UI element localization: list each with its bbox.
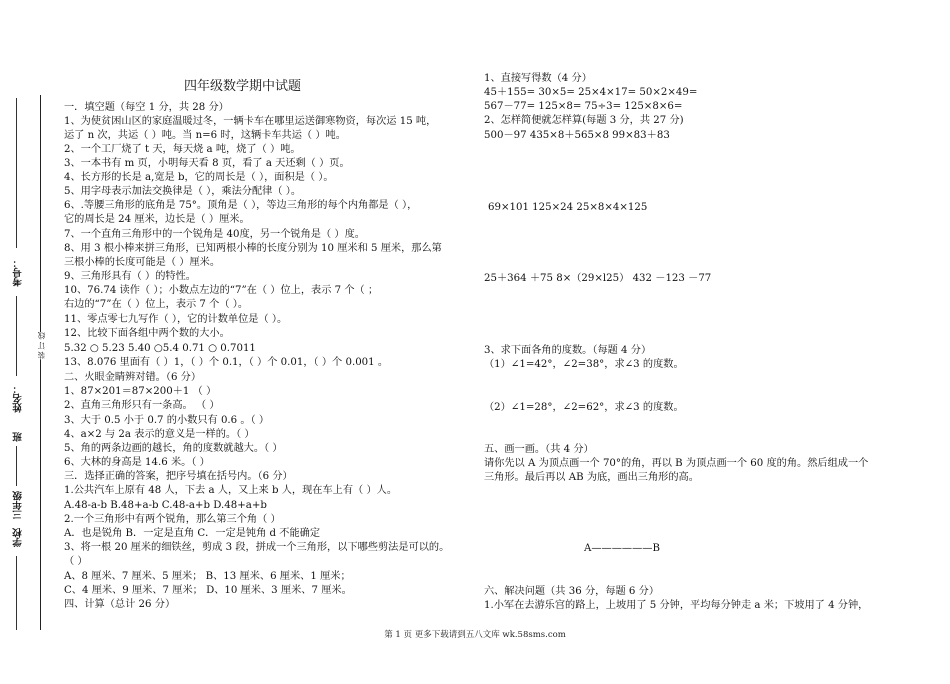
- grade-label: 三年级: [13, 491, 24, 520]
- right-line-7: 3、求下面各角的度数。（每题 4 分）: [484, 345, 652, 356]
- left-line-32: （ ）: [64, 556, 88, 567]
- left-line-13: 10、76.74 读作（ ）；小数点左边的“7”在（ ）位上，表示 7 个（ ；: [64, 285, 379, 296]
- left-line-24: 5、角的两条边画的越长，角的度数就越大。（ ）: [64, 443, 283, 454]
- exam-number-blank: [16, 98, 17, 248]
- right-line-8: （1）∠1=42°，∠2=38°，求∠3 的度数。: [484, 359, 684, 370]
- left-line-6: 5、用字母表示加法交换律是（ ），乘法分配律（ ）。: [64, 186, 302, 197]
- class-blank: [16, 446, 17, 486]
- left-line-15: 11、零点零七九写作（ ），它的计数单位是（ ）。: [64, 314, 288, 325]
- right-line-3: 2、怎样简便就怎样算(每题 3 分，共 27 分): [484, 115, 684, 126]
- left-line-3: 2、一个工厂烧了 t 天，每天烧 a 吨，烧了（ ）吨。: [64, 144, 301, 155]
- right-line-9: （2）∠1=28°，∠2=62°，求∠3 的度数。: [484, 402, 684, 413]
- left-line-35: 四、计算（总计 26 分）: [64, 599, 176, 610]
- left-line-28: A.48-a-b B.48+a-b C.48-a+b D.48+a+b: [64, 500, 267, 511]
- exam-number-label: 考号：: [13, 258, 24, 287]
- left-line-33: A、8 厘米、7 厘米、5 厘米； B、13 厘米、6 厘米、1 厘米；: [64, 571, 351, 582]
- left-line-0: 一．填空题（每空 1 分，共 28 分）: [64, 102, 229, 113]
- left-line-25: 6、大林的身高是 14.6 米。（ ）: [64, 457, 210, 468]
- right-line-12: 三角形。最后再以 AB 为底，画出三角形的高。: [484, 472, 699, 483]
- school-label: 学校: [13, 528, 24, 547]
- left-line-16: 12、比较下面各组中两个数的大小。: [64, 328, 230, 339]
- left-line-19: 二、火眼金睛辨对错。（6 分）: [64, 372, 202, 383]
- left-line-4: 3、一本书有 m 页，小明每天看 8 页，看了 a 天还剩（ ）页。: [64, 158, 350, 169]
- page-title: 四年级数学期中试题: [184, 79, 302, 94]
- left-line-29: 2.一个三角形中有两个锐角，那么第三个角（ ）: [64, 514, 281, 525]
- margin-rule: [40, 95, 41, 630]
- left-line-11: 三根小棒的长度可能是（ ）厘米。: [64, 257, 221, 268]
- right-line-1: 45＋155= 30×5= 25×4×17= 50×2×49=: [484, 87, 698, 98]
- left-line-23: 4、a×2 与 2a 表示的意义是一样的。（ ）: [64, 429, 255, 440]
- left-line-27: 1.公共汽车上原有 48 人，下去 a 人，又上来 b 人，现在车上有（ ）人。: [64, 485, 398, 496]
- left-line-1: 1、为使贫困山区的家庭温暖过冬，一辆卡车在哪里运送御寒物资，每次运 15 吨，: [64, 116, 437, 127]
- left-line-20: 1、87×201＝87×200＋1 （ ）: [64, 386, 217, 397]
- left-line-34: C、4 厘米、9 厘米、7 厘米； D、10 厘米、3 厘米、7 厘米。: [64, 585, 352, 596]
- right-line-11: 请你先以 A 为顶点画一个 70°的角，再以 B 为顶点画一个 60 度的角。然后组成一个: [484, 458, 869, 469]
- left-line-17: 5.32 ○ 5.23 5.40 ○5.4 0.71 ○ 0.7011: [64, 343, 256, 354]
- right-line-10: 五、画一画。（共 4 分）: [484, 444, 594, 455]
- left-line-18: 13、8.076 里面有（ ）1，（ ）个 0.1，（ ）个 0.01，（ ）个 0.001 。: [64, 357, 389, 368]
- left-line-2: 运了 n 次，共运（ ）吨。当 n=6 时，这辆卡车共运（ ）吨。: [64, 130, 346, 141]
- left-line-7: 6、.等腰三角形的底角是 75°。顶角是（ ），等边三角形的每个内角都是（ ），: [64, 200, 418, 211]
- right-line-5: 69×101 125×24 25×8×4×125: [488, 202, 648, 213]
- left-line-31: 3、将一根 20 厘米的细铁丝，剪成 3 段，拼成一个三角形，以下哪些剪法是可以的。: [64, 542, 450, 553]
- left-line-22: 3、大于 0.5 小于 0.7 的小数只有 0.6 。（ ）: [64, 415, 270, 426]
- left-line-8: 它的周长是 24 厘米，边长是（ ）厘米。: [64, 214, 250, 225]
- page-footer: 第 1 页 更多下载请到五八文库 wk.58sms.com: [384, 630, 566, 640]
- left-line-14: 右边的“7”在（ ）位上，表示 7 个（ ）。: [64, 299, 249, 310]
- right-line-4: 500－97 435×8＋565×8 99×83＋83: [484, 130, 670, 141]
- left-line-12: 9、三角形具有（ ）的特性。: [64, 271, 196, 282]
- school-blank: [16, 556, 17, 630]
- right-line-2: 567－77= 125×8= 75÷3= 125×8×6=: [484, 101, 683, 112]
- left-line-9: 7、一个直角三角形中的一个锐角是 40度，另一个锐角是（ ）度。: [64, 229, 365, 240]
- left-line-5: 4、长方形的长是 a,宽是 b，它的周长是（ ），面积是（ ）。: [64, 172, 334, 183]
- left-line-10: 8、用 3 根小棒来拼三角形，已知两根小棒的长度分别为 10 厘米和 5 厘米，那么第: [64, 243, 442, 254]
- left-line-30: A．也是锐角 B．一定是直角 C．一定是钝角 d 不能确定: [64, 528, 321, 539]
- class-label: 班: [13, 432, 24, 442]
- right-line-0: 1、直接写得数（4 分）: [484, 73, 592, 84]
- left-line-26: 三．选择正确的答案，把序号填在括号内。（6 分）: [64, 471, 293, 482]
- segment-ab: A——————B: [584, 543, 660, 554]
- right-line-6: 25＋364 ＋75 8×（29×l25） 432 －123 －77: [484, 273, 712, 284]
- right-line-14: 六、解决问题（共 36 分，每题 6 分）: [484, 586, 660, 597]
- left-line-21: 2、直角三角形只有一条高。 （ ）: [64, 400, 220, 411]
- right-line-15: 1.小军在去游乐宫的路上，上坡用了 5 分钟，平均每分钟走 a 米；下坡用了 4 分钟，: [484, 600, 869, 611]
- name-blank: [16, 296, 17, 376]
- name-label: 姓名：: [13, 384, 24, 413]
- binding-margin: [0, 0, 46, 684]
- binding-line-label: 装 订 线: [37, 332, 46, 360]
